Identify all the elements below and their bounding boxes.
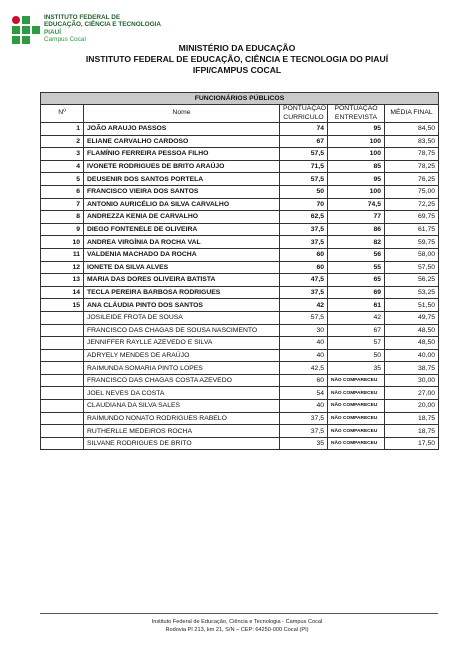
row-name: CLAUDIANA DA SILVA SALES <box>84 400 280 413</box>
row-interview-score: NÃO COMPARECEU <box>328 374 385 387</box>
row-name: FRANCISCO DAS CHAGAS COSTA AZEVEDO <box>84 374 280 387</box>
row-final-average: 38,75 <box>385 362 439 375</box>
institute-heading: INSTITUTO FEDERAL DE EDUCAÇÃO, CIÊNCIA E TECNOLOGIA DO PIAUÍ <box>85 54 389 64</box>
row-number <box>41 349 84 362</box>
row-interview-score: 56 <box>328 248 385 261</box>
row-final-average: 72,25 <box>385 198 439 211</box>
row-number: 6 <box>41 185 84 198</box>
table-row <box>41 324 439 337</box>
row-interview-score: 65 <box>328 274 385 287</box>
row-number: 7 <box>41 198 84 211</box>
table-row <box>41 211 439 224</box>
column-header-name: Nome <box>84 105 280 123</box>
row-number <box>41 425 84 438</box>
row-curriculum-score: 40 <box>280 400 328 413</box>
row-final-average: 48,50 <box>385 337 439 350</box>
row-curriculum-score: 60 <box>280 248 328 261</box>
row-final-average: 48,50 <box>385 324 439 337</box>
table-row <box>41 412 439 425</box>
logo-text <box>44 14 161 44</box>
row-final-average: 61,75 <box>385 223 439 236</box>
row-interview-score: 100 <box>328 135 385 148</box>
row-curriculum-score: 57,5 <box>280 173 328 186</box>
row-interview-score: NÃO COMPARECEU <box>328 412 385 425</box>
row-curriculum-score: 62,5 <box>280 211 328 224</box>
row-final-average: 53,25 <box>385 286 439 299</box>
row-interview-score: 57 <box>328 337 385 350</box>
row-interview-score: 77 <box>328 211 385 224</box>
row-curriculum-score: 30 <box>280 324 328 337</box>
row-interview-score: 95 <box>328 173 385 186</box>
row-curriculum-score: 40 <box>280 337 328 350</box>
row-number: 11 <box>41 248 84 261</box>
row-final-average: 83,50 <box>385 135 439 148</box>
row-final-average: 18,75 <box>385 412 439 425</box>
column-header-curriculum: PONTUAÇÃO CURRICULO <box>280 105 328 123</box>
row-number: 15 <box>41 299 84 312</box>
row-interview-score: 42 <box>328 311 385 324</box>
row-interview-score: NÃO COMPARECEU <box>328 400 385 413</box>
table-row <box>41 160 439 173</box>
row-number: 12 <box>41 261 84 274</box>
row-number: 1 <box>41 123 84 136</box>
row-interview-score: 86 <box>328 223 385 236</box>
row-final-average: 17,50 <box>385 437 439 450</box>
row-number: 5 <box>41 173 84 186</box>
logo-line-1: INSTITUTO FEDERAL DE <box>44 14 121 21</box>
row-name: FLAMÍNIO FERREIRA PESSOA FILHO <box>84 148 280 161</box>
logo-mark-icon <box>12 16 40 44</box>
row-interview-score: 100 <box>328 185 385 198</box>
row-final-average: 59,75 <box>385 236 439 249</box>
row-number <box>41 324 84 337</box>
row-number: 10 <box>41 236 84 249</box>
row-name: JENNIFFER RAYLLE AZEVEDO E SILVA <box>84 337 280 350</box>
row-final-average: 40,00 <box>385 349 439 362</box>
row-curriculum-score: 37,5 <box>280 412 328 425</box>
table-row <box>41 123 439 136</box>
row-final-average: 57,50 <box>385 261 439 274</box>
logo-line-2: EDUCAÇÃO, CIÊNCIA E TECNOLOGIA <box>44 21 161 29</box>
row-curriculum-score: 60 <box>280 374 328 387</box>
row-interview-score: 55 <box>328 261 385 274</box>
logo-line-3: PIAUÍ <box>44 28 62 36</box>
row-name: ADRYELY MENDES DE ARAÚJO <box>84 349 280 362</box>
row-interview-score: 61 <box>328 299 385 312</box>
table-row <box>41 198 439 211</box>
footer-divider <box>40 613 438 614</box>
row-interview-score: 95 <box>328 123 385 136</box>
footer-address: Rodovia PI 213, km 21, S/N – CEP: 64250-000 Cocal (PI) <box>165 627 309 633</box>
table-row <box>41 425 439 438</box>
row-name: FRANCISCO DAS CHAGAS DE SOUSA NASCIMENTO <box>84 324 280 337</box>
row-final-average: 78,75 <box>385 148 439 161</box>
row-final-average: 56,25 <box>385 274 439 287</box>
row-final-average: 76,25 <box>385 173 439 186</box>
row-curriculum-score: 57,5 <box>280 148 328 161</box>
row-name: DIEGO FONTENELE DE OLIVEIRA <box>84 223 280 236</box>
table-row <box>41 299 439 312</box>
row-final-average: 69,75 <box>385 211 439 224</box>
row-curriculum-score: 50 <box>280 185 328 198</box>
row-curriculum-score: 37,5 <box>280 425 328 438</box>
table-row <box>41 248 439 261</box>
row-curriculum-score: 54 <box>280 387 328 400</box>
row-curriculum-score: 35 <box>280 437 328 450</box>
row-curriculum-score: 74 <box>280 123 328 136</box>
row-name: IVONETE RODRIGUES DE BRITO ARAÚJO <box>84 160 280 173</box>
row-curriculum-score: 37,5 <box>280 286 328 299</box>
row-number <box>41 412 84 425</box>
row-number: 14 <box>41 286 84 299</box>
row-number <box>41 374 84 387</box>
row-number: 4 <box>41 160 84 173</box>
row-interview-score: 50 <box>328 349 385 362</box>
row-curriculum-score: 42,5 <box>280 362 328 375</box>
row-final-average: 27,00 <box>385 387 439 400</box>
logo-line-4: Campus Cocal <box>44 36 86 44</box>
row-interview-score: NÃO COMPARECEU <box>328 387 385 400</box>
table-row <box>41 362 439 375</box>
row-number: 2 <box>41 135 84 148</box>
column-header-interview: PONTUAÇÃO ENTREVISTA <box>328 105 385 123</box>
table-row <box>41 261 439 274</box>
row-name: JOSILEIDE FROTA DE SOUSA <box>84 311 280 324</box>
table-row <box>41 148 439 161</box>
row-final-average: 49,75 <box>385 311 439 324</box>
row-final-average: 51,50 <box>385 299 439 312</box>
row-number <box>41 387 84 400</box>
row-name: DEUSENIR DOS SANTOS PORTELA <box>84 173 280 186</box>
column-header-final: MÉDIA FINAL <box>385 105 439 123</box>
row-name: RAIMUNDA SOMARIA PINTO LOPES <box>84 362 280 375</box>
row-number: 3 <box>41 148 84 161</box>
row-curriculum-score: 37,5 <box>280 236 328 249</box>
row-curriculum-score: 60 <box>280 261 328 274</box>
row-name: IONETE DA SILVA ALVES <box>84 261 280 274</box>
row-curriculum-score: 57,5 <box>280 311 328 324</box>
row-name: JOÃO ARAUJO PASSOS <box>84 123 280 136</box>
table-row <box>41 349 439 362</box>
row-curriculum-score: 47,5 <box>280 274 328 287</box>
row-number <box>41 400 84 413</box>
row-final-average: 58,00 <box>385 248 439 261</box>
results-table <box>40 92 439 450</box>
row-interview-score: 100 <box>328 148 385 161</box>
table-row <box>41 400 439 413</box>
row-number: 8 <box>41 211 84 224</box>
row-name: ANDREA VIRGÍNIA DA ROCHA VAL <box>84 236 280 249</box>
row-name: RAIMUNDO NONATO RODRIGUES RABELO <box>84 412 280 425</box>
row-number <box>41 311 84 324</box>
row-final-average: 84,50 <box>385 123 439 136</box>
column-header-number: Nº <box>41 105 84 123</box>
row-final-average: 75,00 <box>385 185 439 198</box>
row-interview-score: NÃO COMPARECEU <box>328 425 385 438</box>
row-name: FRANCISCO VIEIRA DOS SANTOS <box>84 185 280 198</box>
row-name: VALDENIA MACHADO DA ROCHA <box>84 248 280 261</box>
row-name: ELIANE CARVALHO CARDOSO <box>84 135 280 148</box>
row-final-average: 20,00 <box>385 400 439 413</box>
table-row <box>41 337 439 350</box>
row-number: 13 <box>41 274 84 287</box>
row-name: MARIA DAS DORES OLIVEIRA BATISTA <box>84 274 280 287</box>
row-curriculum-score: 40 <box>280 349 328 362</box>
row-curriculum-score: 42 <box>280 299 328 312</box>
table-row <box>41 173 439 186</box>
table-row <box>41 223 439 236</box>
row-name: JOEL NEVES DA COSTA <box>84 387 280 400</box>
row-curriculum-score: 67 <box>280 135 328 148</box>
row-final-average: 18,75 <box>385 425 439 438</box>
row-name: TECLA PEREIRA BARBOSA RODRIGUES <box>84 286 280 299</box>
table-row <box>41 185 439 198</box>
row-final-average: 30,00 <box>385 374 439 387</box>
row-interview-score: NÃO COMPARECEU <box>328 437 385 450</box>
table-row <box>41 437 439 450</box>
row-interview-score: 74,5 <box>328 198 385 211</box>
table-row <box>41 135 439 148</box>
row-number <box>41 337 84 350</box>
row-curriculum-score: 70 <box>280 198 328 211</box>
row-name: ANA CLÁUDIA PINTO DOS SANTOS <box>84 299 280 312</box>
table-row <box>41 236 439 249</box>
row-number: 9 <box>41 223 84 236</box>
row-name: RUTHERLLE MEDEIROS ROCHA <box>84 425 280 438</box>
campus-heading: IFPI/CAMPUS COCAL <box>192 65 282 75</box>
table-row <box>41 286 439 299</box>
footer-institution: Instituto Federal de Educação, Ciência e Tecnologia - Campus Cocal <box>151 619 323 625</box>
table-row <box>41 374 439 387</box>
table-row <box>41 274 439 287</box>
row-final-average: 78,25 <box>385 160 439 173</box>
row-number <box>41 437 84 450</box>
row-interview-score: 69 <box>328 286 385 299</box>
row-name: SILVANE RODRIGUES DE BRITO <box>84 437 280 450</box>
row-curriculum-score: 37,5 <box>280 223 328 236</box>
row-interview-score: 67 <box>328 324 385 337</box>
row-interview-score: 85 <box>328 160 385 173</box>
row-name: ANDREZZA KENIA DE CARVALHO <box>84 211 280 224</box>
table-row <box>41 311 439 324</box>
ministry-heading: MINISTÉRIO DA EDUCAÇÃO <box>178 43 296 53</box>
table-row <box>41 387 439 400</box>
row-curriculum-score: 71,5 <box>280 160 328 173</box>
row-number <box>41 362 84 375</box>
row-name: ANTONIO AURICÉLIO DA SILVA CARVALHO <box>84 198 280 211</box>
row-interview-score: 82 <box>328 236 385 249</box>
row-interview-score: 35 <box>328 362 385 375</box>
table-band-title: FUNCIONÁRIOS PÚBLICOS <box>41 93 439 105</box>
